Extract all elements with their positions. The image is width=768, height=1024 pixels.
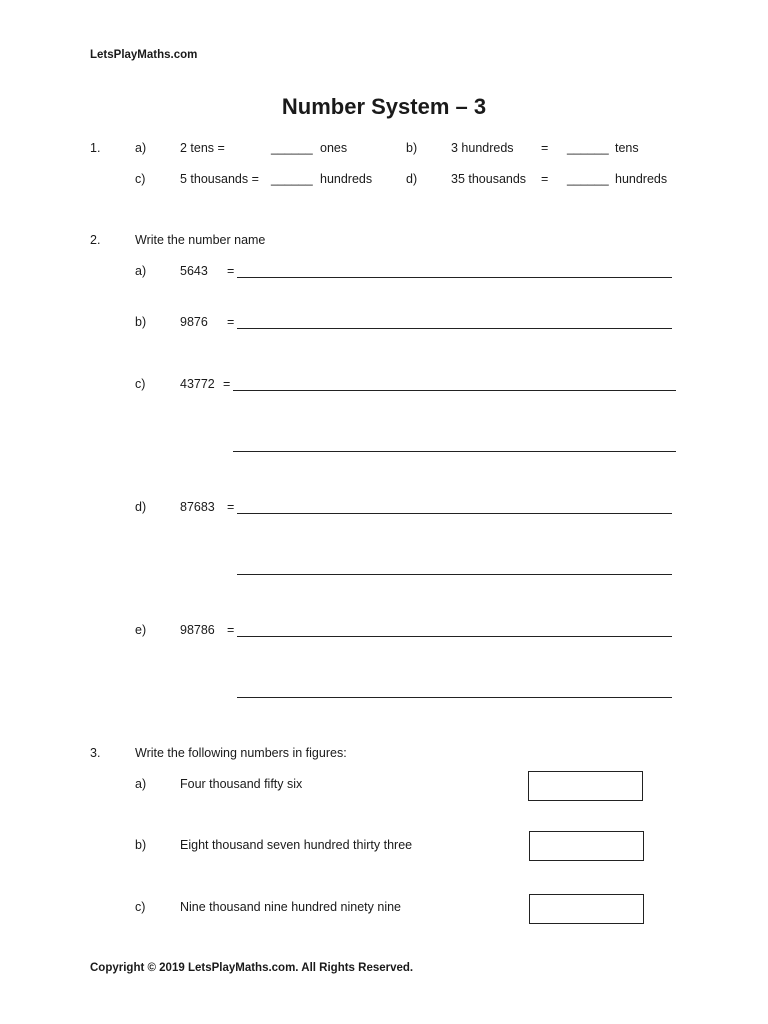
question-number: 3. [90,746,101,760]
equals-sign: = [227,500,235,514]
item-number: 87683 [180,500,215,514]
item-text: 35 thousands [451,172,527,186]
answer-line[interactable] [233,451,676,452]
answer-box[interactable] [529,831,644,861]
item-number: 98786 [180,623,215,637]
item-number: 9876 [180,315,208,329]
item-label: c) [135,172,146,186]
item-label: c) [135,900,146,914]
item-text: Eight thousand seven hundred thirty three [180,838,413,852]
item-label: a) [135,777,147,791]
equals-sign: = [223,377,231,391]
item-label: d) [135,500,147,514]
item-label: b) [406,141,418,155]
item-label: a) [135,141,147,155]
unit-label: ones [320,141,348,155]
unit-label: hundreds [615,172,668,186]
item-label: d) [406,172,418,186]
answer-line[interactable] [237,636,672,637]
question-prompt: Write the following numbers in figures: [135,746,347,760]
equals-sign: = [227,623,235,637]
item-label: a) [135,264,147,278]
answer-line[interactable] [237,574,672,575]
answer-line[interactable] [237,277,672,278]
answer-blank[interactable]: ______ [567,141,609,155]
answer-line[interactable] [233,390,676,391]
answer-line[interactable] [237,328,672,329]
equals-sign: = [541,141,549,155]
question-prompt: Write the number name [135,233,266,247]
item-label: b) [135,315,147,329]
answer-box[interactable] [529,894,644,924]
equals-sign: = [227,264,235,278]
item-text: 2 tens = [180,141,225,155]
site-name: LetsPlayMaths.com [90,49,198,61]
answer-blank[interactable]: ______ [567,172,609,186]
equals-sign: = [541,172,549,186]
item-text: 5 thousands = [180,172,259,186]
item-text: Four thousand fifty six [180,777,303,791]
item-label: c) [135,377,146,391]
answer-blank[interactable]: ______ [271,172,313,186]
copyright-notice: Copyright © 2019 LetsPlayMaths.com. All Rights Reserved. [90,962,414,974]
item-number: 5643 [180,264,208,278]
item-text: Nine thousand nine hundred ninety nine [180,900,402,914]
answer-blank[interactable]: ______ [271,141,313,155]
answer-box[interactable] [528,771,643,801]
question-number: 1. [90,141,101,155]
item-label: b) [135,838,147,852]
answer-line[interactable] [237,697,672,698]
unit-label: tens [615,141,639,155]
item-text: 3 hundreds [451,141,514,155]
question-number: 2. [90,233,101,247]
answer-line[interactable] [237,513,672,514]
unit-label: hundreds [320,172,373,186]
item-label: e) [135,623,147,637]
item-number: 43772 [180,377,215,391]
worksheet-title: Number System – 3 [281,94,487,119]
equals-sign: = [227,315,235,329]
